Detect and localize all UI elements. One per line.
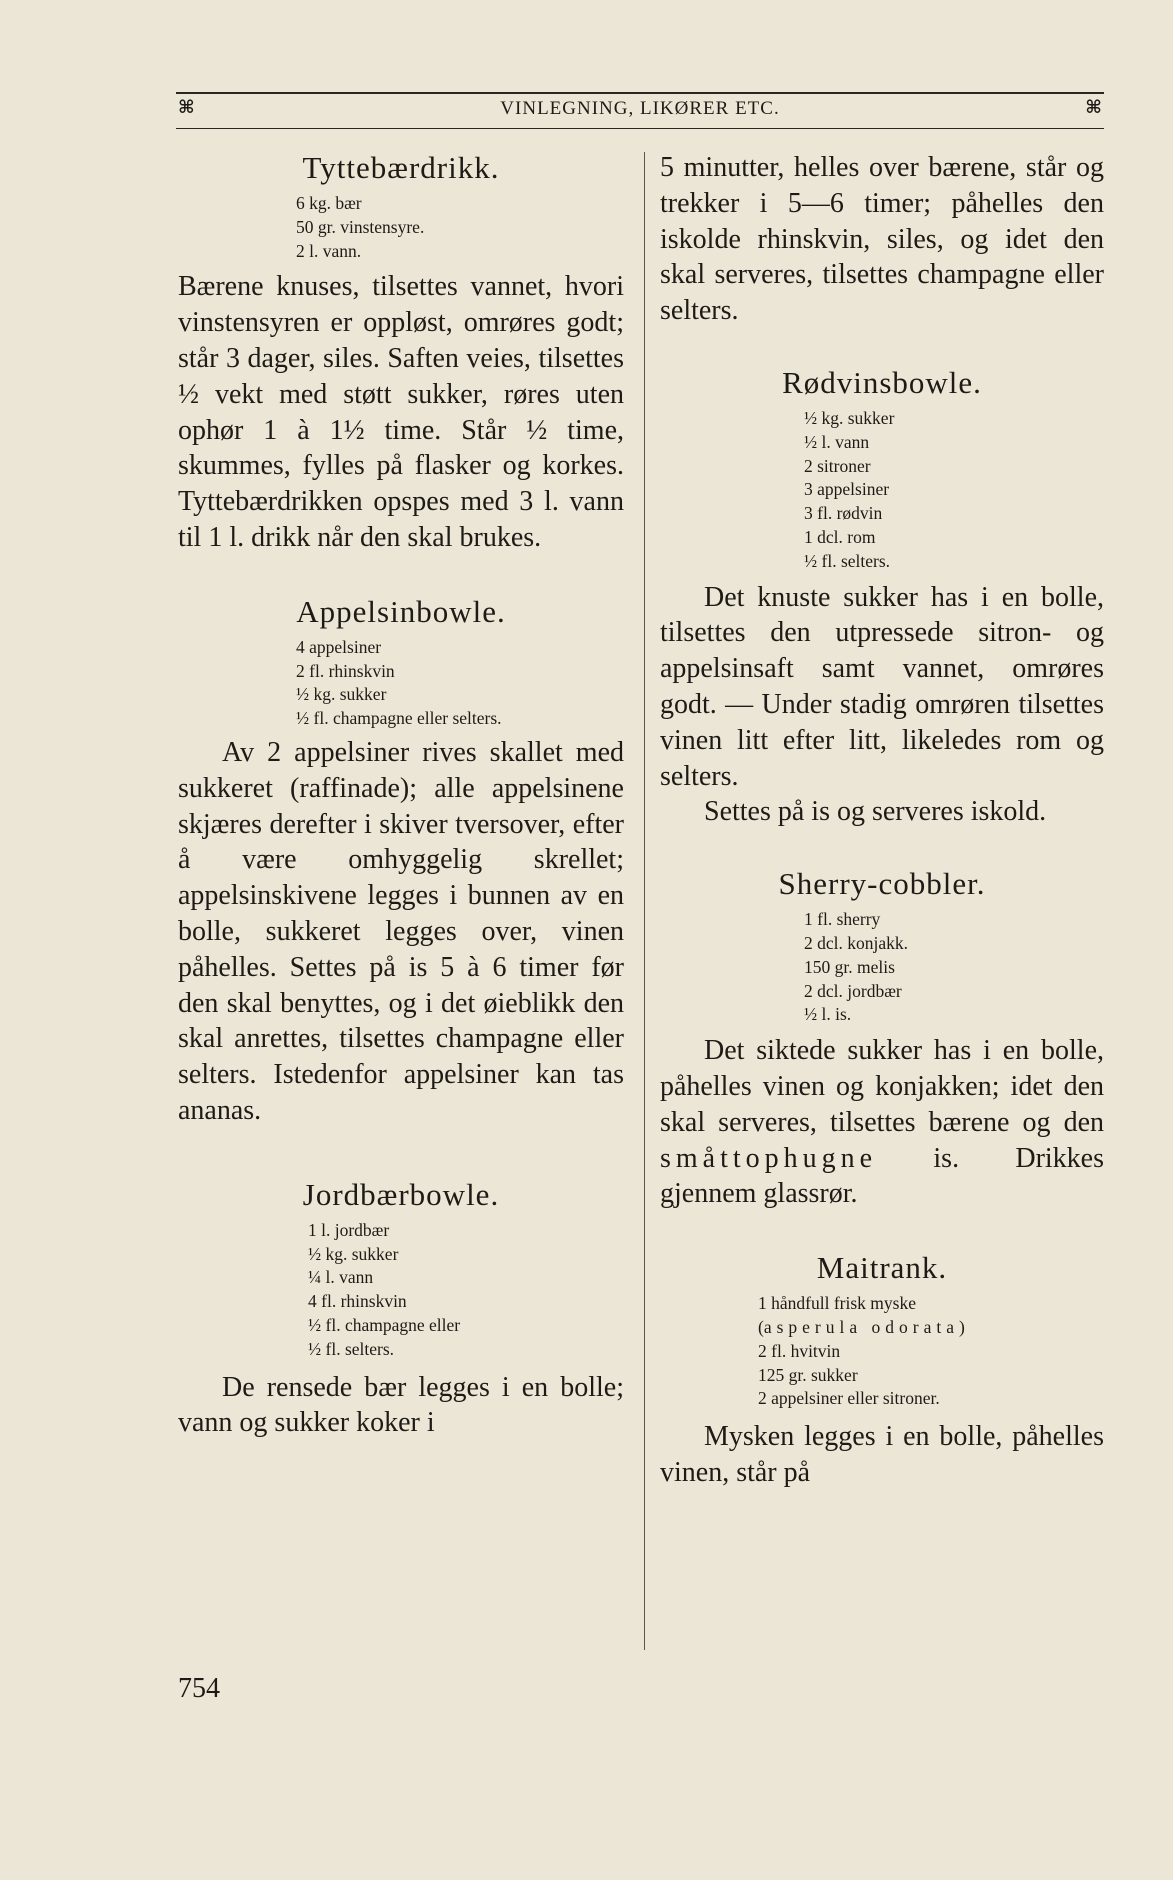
ornament-right-icon: ⌘	[1085, 97, 1102, 117]
ingredient-list	[804, 407, 1104, 574]
ingredient: 2 dcl. jordbær	[804, 980, 902, 1001]
header-title: VINLEGNING, LIKØRER ETC.	[500, 98, 780, 119]
ingredient: 1 håndfull frisk myske	[758, 1293, 916, 1314]
recipe-text: Av 2 appelsiner rives skallet med sukkeret (raffinade); alle appelsinene skjæres derefter i skiver tversover, efter å være omhyggelig skrellet; appelsinskivene legges i bunnen av en bolle, sukkeret legges over, vinen påhelles. Settes på is 5 à 6 timer før den skal benyttes, og i det øieblikk den skal anrettes, tilsettes champagne eller selters. Istedenfor appelsiner kan tas ananas.	[178, 736, 624, 1126]
ingredient-list	[296, 192, 624, 263]
column-divider	[644, 152, 645, 1650]
ingredient: ½ kg. sukker	[804, 407, 895, 428]
right-column	[660, 150, 1104, 1491]
recipe-text-part: is. Drikkes gjennem glassrør.	[660, 1142, 1105, 1210]
ingredient: ½ fl. champagne eller selters.	[296, 708, 502, 729]
ingredient: 2 dcl. konjakk.	[804, 932, 909, 953]
left-column	[178, 150, 624, 1441]
recipe-title: Jordbærbowle.	[302, 1176, 500, 1212]
ingredient: 1 dcl. rom	[804, 526, 876, 547]
ingredient: 50 gr. vinstensyre.	[296, 216, 425, 237]
ingredient: ½ kg. sukker	[308, 1243, 399, 1264]
recipe-sherry-cobbler	[660, 866, 1104, 1212]
recipe-appelsinbowle	[178, 594, 624, 1129]
ingredient: 3 fl. rødvin	[804, 503, 883, 524]
continued-text: 5 minutter, helles over bærene, står og trekker i 5—6 timer; påhelles den iskolde rhinskvin, siles, og idet den skal serveres, tilsettes champagne eller selters.	[660, 152, 1104, 327]
ingredient: 3 appelsiner	[804, 479, 890, 500]
recipe-text-part: Det siktede sukker has i en bolle, påhelles vinen og konjakken; idet den skal serveres, tilsettes bærene og den	[660, 1035, 1104, 1138]
recipe-title: Sherry-cobbler.	[778, 866, 986, 902]
recipe-title: Maitrank.	[816, 1250, 948, 1286]
recipe-tyttebaerdrikk	[178, 150, 624, 556]
ingredient: 4 appelsiner	[296, 636, 382, 657]
ingredient: 150 gr. melis	[804, 956, 895, 977]
ingredient: 2 fl. hvitvin	[758, 1340, 841, 1361]
ingredient-list	[308, 1219, 624, 1362]
paren-open: (	[758, 1316, 764, 1337]
paren-close: )	[958, 1316, 965, 1337]
ingredient: ¼ l. vann	[308, 1267, 374, 1288]
page-number: 754	[178, 1673, 220, 1704]
ingredient: 125 gr. sukker	[758, 1364, 858, 1385]
recipe-maitrank	[660, 1250, 1104, 1491]
ingredient: 6 kg. bær	[296, 193, 362, 213]
ingredient: ½ l. is.	[804, 1004, 852, 1025]
ingredient: 2 fl. rhinskvin	[296, 660, 395, 681]
latin-name: asperula odorata	[763, 1316, 959, 1337]
ingredient: ½ fl. champagne eller	[308, 1314, 461, 1335]
ingredient: 1 l. jordbær	[308, 1219, 390, 1240]
recipe-text: Mysken legges i en bolle, påhelles vinen, står på	[660, 1421, 1104, 1488]
recipe-title: Tyttebærdrikk.	[302, 150, 500, 185]
ingredient: 4 fl. rhinskvin	[308, 1291, 407, 1312]
ingredient: 2 sitroner	[804, 455, 871, 476]
ingredient: 2 appelsiner eller sitroner.	[758, 1388, 940, 1409]
recipe-text: Det knuste sukker has i en bolle, tilsettes den utpressede sitron- og appelsinsaft samt vannet, omrøres godt. — Under stadig omrøren tilsettes vinen litt efter litt, likeledes rom og selters.	[660, 581, 1104, 792]
recipe-text: Bærene knuses, tilsettes vannet, hvori vinstensyren er oppløst, omrøres godt; står 3 dager, siles. Saften veies, tilsettes ½ vekt med støtt sukker, røres uten ophør 1 à 1½ time. Står ½ time, skummes, fylles på flasker og korkes. Tyttebærdrikken opspes med 3 l. vann til 1 l. drikk når den skal brukes.	[178, 271, 624, 553]
ingredient: 1 fl. sherry	[804, 909, 881, 930]
ingredient: ½ fl. selters.	[804, 550, 891, 571]
ingredient-list	[296, 636, 624, 731]
header-rule-bottom	[176, 128, 1104, 129]
ingredient-latin	[758, 1316, 1104, 1340]
spaced-word: småttophugne	[660, 1142, 878, 1174]
recipe-jordbaerbowle	[178, 1177, 624, 1441]
recipe-rodvinsbowle	[660, 365, 1104, 830]
recipe-title: Rødvinsbowle.	[782, 364, 982, 400]
ingredient: ½ l. vann	[804, 431, 870, 452]
ingredient: ½ fl. selters.	[308, 1338, 395, 1359]
recipe-text: Settes på is og serveres iskold.	[704, 796, 1047, 828]
ornament-left-icon: ⌘	[178, 97, 195, 117]
ingredient-list	[758, 1292, 1104, 1411]
recipe-text	[660, 1033, 1104, 1212]
ingredient-list	[804, 908, 1104, 1027]
recipe-text: De rensede bær legges i en bolle; vann og sukker koker i	[178, 1371, 624, 1439]
header-rule-top	[176, 92, 1104, 94]
recipe-title: Appelsinbowle.	[296, 593, 506, 629]
ingredient: ½ kg. sukker	[296, 684, 387, 705]
ingredient: 2 l. vann.	[296, 240, 362, 261]
